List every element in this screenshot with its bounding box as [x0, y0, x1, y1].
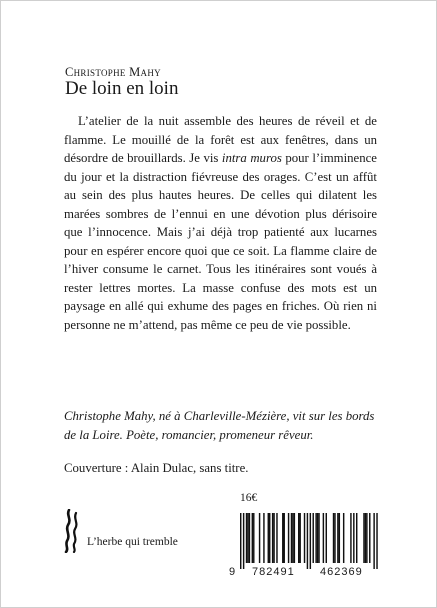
- barcode-bar: [298, 513, 299, 563]
- blurb-part-1: L’atelier de la nuit assemble des heures de réveil et de flamme. Le mouillé de la forêt est aux fenêtres, dans un désordre de brouillards. Je vis: [64, 114, 377, 165]
- barcode-bar: [307, 513, 308, 569]
- barcode-bar: [356, 513, 357, 563]
- barcode-bar: [350, 513, 351, 563]
- barcode-bar: [273, 513, 274, 563]
- barcode-bar: [259, 513, 260, 563]
- barcode-bar: [246, 513, 247, 563]
- barcode-bar: [268, 513, 269, 563]
- barcode-bar: [269, 513, 270, 563]
- barcode-bar: [249, 513, 250, 563]
- barcode-bar: [243, 513, 244, 569]
- barcode-bar: [365, 513, 366, 563]
- barcode-right-group: 462369: [320, 566, 363, 578]
- barcode-bar: [282, 513, 283, 563]
- barcode-bar: [276, 513, 277, 563]
- barcode-bar: [263, 513, 264, 563]
- barcode-bar: [334, 513, 335, 563]
- barcode-bar: [323, 513, 324, 563]
- barcode-bar: [373, 513, 374, 569]
- barcode-left-group: 782491: [252, 566, 295, 578]
- barcode-bars: [225, 511, 385, 569]
- publisher-logo-icon: [63, 509, 81, 553]
- barcode-bar: [333, 513, 334, 563]
- barcode-bar: [337, 513, 338, 563]
- barcode-bar: [272, 513, 273, 563]
- publisher-name: L’herbe qui tremble: [87, 536, 178, 548]
- barcode-bar: [353, 513, 354, 563]
- barcode-bar: [252, 513, 253, 563]
- barcode-bar: [366, 513, 367, 563]
- barcode-bar: [318, 513, 319, 563]
- barcode-bar: [247, 513, 248, 563]
- book-title: De loin en loin: [65, 78, 179, 99]
- barcode-bar: [363, 513, 364, 563]
- blurb-text: [64, 112, 377, 334]
- barcode-bar: [291, 513, 292, 563]
- cover-credit: Couverture : Alain Dulac, sans titre.: [64, 461, 249, 475]
- barcode-bar: [313, 513, 314, 563]
- barcode-bar: [253, 513, 254, 563]
- isbn-barcode: [225, 511, 385, 579]
- barcode-bar: [240, 513, 241, 569]
- barcode-bar: [292, 513, 293, 563]
- barcode-bar: [299, 513, 300, 563]
- barcode-bar: [369, 513, 370, 563]
- barcode-bar: [315, 513, 316, 563]
- barcode-bar: [304, 513, 305, 563]
- barcode-bar: [376, 513, 377, 569]
- barcode-bar: [317, 513, 318, 563]
- barcode-bar: [284, 513, 285, 563]
- author-bio: Christophe Mahy, né à Charleville-Mézière, vit sur les bords de la Loire. Poète, romancier, promeneur rêveur.: [64, 409, 375, 442]
- barcode-first-digit: 9: [229, 566, 237, 578]
- barcode-bar: [339, 513, 340, 563]
- barcode-bar: [326, 513, 327, 563]
- blurb-part-2: pour l’imminence du jour et la distraction fiévreuse des orages. C’est un affût au sein des plus hautes heures. De celles qui dilatent les marées sombres de l’ennui en une dévotion plus dérisoire que l’innocence. Mais j’ai déjà trop patienté aux lucarnes pour en espérer encore quoi que ce soit. La flamme claire de l’hiver consume le carnet. Tous les itinéraires sont voués à rester lettres mortes. La masse confuse des mots est un paysage en allé qui exhume des pages en friches. Où rien ni personne ne m’attend, pas même ce peu de vie possible.: [64, 151, 377, 332]
- barcode-bar: [288, 513, 289, 563]
- blurb-paragraph: [64, 112, 377, 334]
- barcode-bar: [343, 513, 344, 563]
- price: 16€: [240, 492, 258, 504]
- blurb-italic: intra muros: [221, 151, 282, 165]
- barcode-bar: [294, 513, 295, 563]
- barcode-bar: [310, 513, 311, 569]
- author-name: Christophe Mahy: [65, 65, 161, 79]
